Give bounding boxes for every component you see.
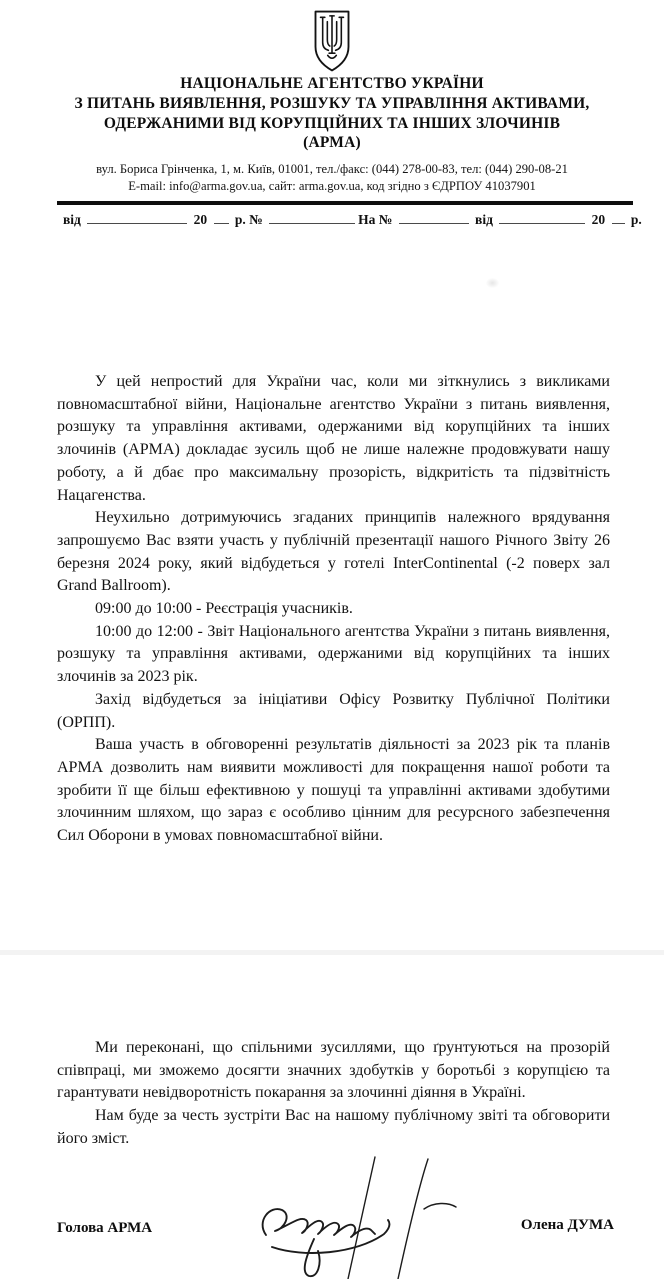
reply-prefix: На №	[358, 212, 393, 227]
letter-closing	[57, 1037, 610, 1151]
scan-smudge-artifact	[486, 278, 499, 288]
reference-incoming	[358, 211, 642, 228]
ref-number-blank	[269, 211, 355, 224]
body-paragraph: Неухильно дотримуючись згаданих принципів належного врядування запрошуємо Вас взяти участь у публічній презентації нашого Річного Звіту 26 березня 2024 року, який відбудеться у готелі InterContinental (-2 поверх зал Grand Ballroom).	[57, 509, 610, 595]
agency-name-line1: НАЦІОНАЛЬНЕ АГЕНТСТВО УКРАЇНИ	[180, 75, 484, 92]
ref-year-blank	[214, 211, 229, 224]
closing-paragraph: Нам буде за честь зустріти Вас на нашому публічному звіті та обговорити його зміст.	[57, 1107, 610, 1147]
reply-year-prefix: 20	[591, 212, 606, 227]
body-paragraph: Ваша участь в обговоренні результатів діяльності за 2023 рік та планів АРМА дозволить нам виявити можливості для покращення нашої роботи та зробити її ще більш ефективною у пошуці та управлінні активами здобутими злочинним шляхом, що зараз є особливо цінним для ресурсного забезпечення Сил Оборони в умовах повномасштабної війни.	[57, 736, 610, 845]
body-paragraph-agenda-report: 10:00 до 12:00 - Звіт Національного агентства України з питань виявлення, розшуку та управління активами, одержаними від корупційних та інших злочинів за 2023 рік.	[57, 622, 610, 686]
closing-paragraph: Ми переконані, що спільними зусиллями, що ґрунтуються на прозорій співпраці, ми зможемо досягти значних здобутків у боротьбі з корупцією та гарантувати невідворотність покарання за злочинні діяння в Україні.	[57, 1039, 610, 1102]
scan-fold-line-artifact	[0, 950, 664, 955]
letter-body	[57, 371, 610, 848]
letterhead-contacts	[0, 161, 664, 194]
reply-date-blank	[499, 211, 585, 224]
reference-outgoing	[63, 211, 358, 228]
reference-line	[63, 211, 642, 228]
signer-position-title: Голова АРМА	[57, 1220, 153, 1236]
ref-date-blank	[87, 211, 187, 224]
agency-name-line3: ОДЕРЖАНИМИ ВІД КОРУПЦІЙНИХ ТА ІНШИХ ЗЛОЧИНІВ	[103, 114, 561, 132]
reply-date-prefix: від	[475, 212, 493, 227]
body-paragraph: У цей непростий для України час, коли ми зіткнулись з викликами повномасштабної війни, Національне агентство України з питань виявлення, розшуку та управління активами, одержаними від корупційних та інших злочинів (АРМА) докладає зусиль щоб не лише належне продовжувати нашу роботу, а й дбає про максимальну прозорість, відкритість та підзвітність Нацагенства.	[57, 373, 610, 504]
ref-year-suffix-number: р. №	[234, 212, 263, 227]
ref-year-prefix: 20	[193, 212, 208, 227]
reply-year-blank	[612, 211, 625, 224]
letterhead-agency-name	[0, 74, 664, 153]
reply-year-suffix: р.	[630, 212, 642, 227]
body-paragraph: Захід відбудеться за ініціативи Офісу Розвитку Публічної Політики (ОРПП).	[57, 690, 610, 731]
handwritten-signature-icon	[248, 1155, 458, 1280]
letterhead-divider	[57, 201, 633, 205]
ref-date-prefix: від	[63, 212, 81, 227]
contact-line: E-mail: info@arma.gov.ua, сайт: arma.gov.ua, код згідно з ЄДРПОУ 41037901	[128, 178, 536, 193]
agency-abbreviation: (АРМА)	[303, 134, 361, 152]
agency-name-line2: З ПИТАНЬ ВИЯВЛЕННЯ, РОЗШУКУ ТА УПРАВЛІННЯ АКТИВАМИ,	[74, 94, 590, 112]
signer-name: Олена ДУМА	[520, 1217, 614, 1233]
reply-number-blank	[399, 211, 469, 224]
body-paragraph-agenda-registration: 09:00 до 10:00 - Реєстрація учасників.	[95, 600, 353, 618]
address-line: вул. Бориса Грінченка, 1, м. Київ, 01001, тел./факс: (044) 278-00-83, тел: (044) 290-08-21	[96, 162, 568, 176]
ukraine-trident-icon	[309, 8, 355, 79]
